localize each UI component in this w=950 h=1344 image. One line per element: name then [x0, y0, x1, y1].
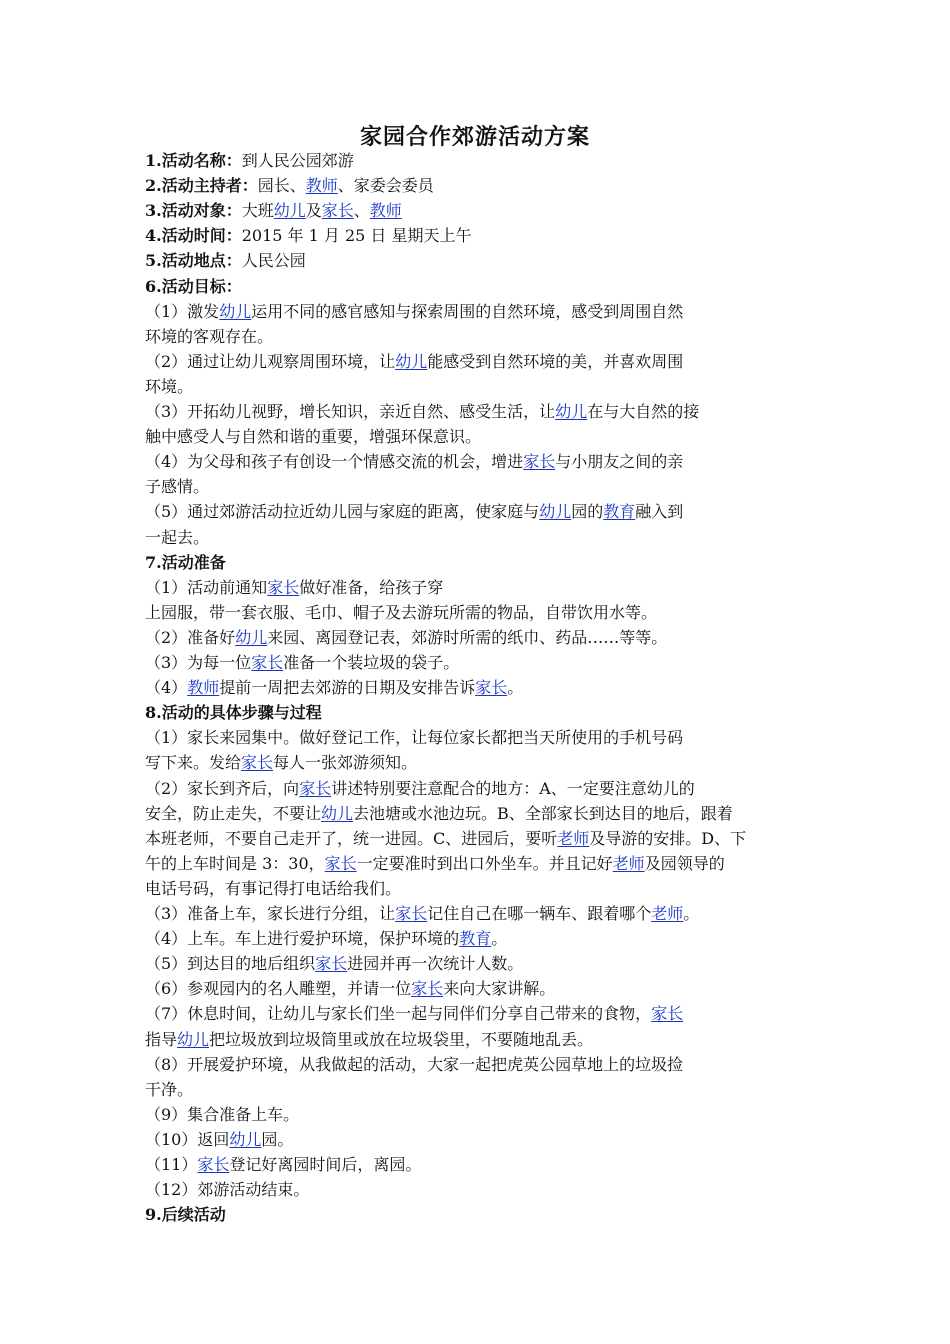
- text-line: [145, 274, 810, 299]
- text-run: 记住自己在哪一辆车、跟着哪个: [427, 904, 652, 923]
- keyword-link[interactable]: 幼儿: [235, 627, 268, 647]
- text-line: [145, 1127, 810, 1152]
- text-line: [145, 1202, 810, 1227]
- text-line: [145, 324, 810, 349]
- text-run: 登记好离园时间后，离园。: [229, 1155, 422, 1174]
- keyword-link[interactable]: 幼儿: [177, 1029, 210, 1049]
- text-line: [145, 700, 810, 725]
- text-line: [145, 575, 810, 600]
- text-line: [145, 424, 810, 449]
- text-line: [145, 550, 810, 575]
- section-heading: 9.后续活动: [145, 1205, 226, 1225]
- text-line: [145, 951, 810, 976]
- text-run: 园。: [261, 1129, 294, 1149]
- text-line: [145, 625, 810, 650]
- text-run: 子感情。: [145, 477, 210, 497]
- section-heading: 7.活动准备: [145, 552, 226, 572]
- text-run: （2）准备好: [145, 627, 236, 647]
- keyword-link[interactable]: 家长: [267, 577, 300, 597]
- text-line: [145, 801, 810, 826]
- text-line: [145, 248, 810, 273]
- text-run: （3）准备上车，家长进行分组，让: [145, 904, 396, 923]
- text-run: 大班: [241, 201, 274, 221]
- text-run: （1）活动前通知: [145, 577, 268, 597]
- keyword-link[interactable]: 老师: [651, 904, 684, 923]
- keyword-link[interactable]: 幼儿: [555, 402, 588, 421]
- section-heading: 2.活动主持者：: [145, 176, 258, 196]
- text-run: （5）到达目的地后组织: [145, 954, 316, 974]
- keyword-link[interactable]: 家长: [324, 853, 357, 873]
- text-run: 触中感受人与自然和谐的重要，增强环保意识。: [145, 427, 482, 447]
- text-line: [145, 525, 810, 550]
- keyword-link[interactable]: 家长: [411, 979, 444, 999]
- keyword-link[interactable]: 家长: [315, 954, 348, 974]
- text-run: 进园并再一次统计人数。: [347, 954, 524, 974]
- text-line: [145, 1102, 810, 1127]
- text-line: [145, 1152, 810, 1177]
- text-run: 人民公园: [241, 251, 306, 271]
- text-run: 园的: [571, 502, 604, 522]
- text-line: [145, 1177, 810, 1202]
- text-run: 来园、离园登记表，郊游时所需的纸巾、药品……等等。: [267, 627, 668, 647]
- text-line: [145, 374, 810, 399]
- text-run: 及: [305, 201, 322, 221]
- text-run: 运用不同的感官感知与探索周围的自然环境，感受到周围自然: [251, 301, 684, 321]
- text-line: [145, 499, 810, 524]
- text-run: 一起去。: [145, 527, 210, 547]
- document-title: 家园合作郊游活动方案: [359, 124, 590, 150]
- text-run: 安全，防止走失，不要让: [145, 803, 322, 823]
- text-line: [145, 851, 810, 876]
- keyword-link[interactable]: 幼儿: [273, 201, 306, 221]
- text-line: [145, 901, 810, 926]
- text-run: 去池塘或水池边玩。B、全部家长到达目的地后，跟着: [353, 803, 733, 823]
- keyword-link[interactable]: 家长: [321, 201, 354, 221]
- text-run: 午的上车时间是 3：30，: [145, 853, 325, 873]
- text-line: [145, 650, 810, 675]
- text-run: 每人一张郊游须知。: [273, 753, 418, 773]
- text-line: [145, 1077, 810, 1102]
- text-line: [145, 148, 810, 173]
- text-run: （1）激发: [145, 301, 220, 321]
- text-run: 及园领导的: [644, 853, 725, 873]
- text-line: [145, 1052, 810, 1077]
- text-line: [145, 876, 810, 901]
- text-line: [145, 600, 810, 625]
- text-run: 本班老师，不要自己走开了，统一进园。C、进园后，要听: [145, 828, 558, 848]
- keyword-link[interactable]: 幼儿: [395, 351, 428, 371]
- keyword-link[interactable]: 家长: [651, 1004, 684, 1024]
- text-run: 。: [507, 678, 524, 698]
- text-run: 及导游的安排。D、下: [589, 828, 747, 848]
- keyword-link[interactable]: 老师: [557, 828, 590, 848]
- text-line: [145, 1027, 810, 1052]
- text-run: （5）通过郊游活动拉近幼儿园与家庭的距离，使家庭与: [145, 502, 540, 522]
- text-run: 到人民公园郊游: [241, 151, 354, 170]
- keyword-link[interactable]: 教师: [305, 176, 338, 196]
- keyword-link[interactable]: 幼儿: [229, 1129, 262, 1149]
- text-line: [145, 750, 810, 775]
- text-line: [145, 299, 810, 324]
- keyword-link[interactable]: 家长: [475, 678, 508, 698]
- text-line: [145, 349, 810, 374]
- text-run: 在与大自然的接: [587, 402, 700, 421]
- text-run: （3）为每一位: [145, 653, 252, 672]
- text-line: [145, 926, 810, 951]
- text-run: 提前一周把去郊游的日期及安排告诉: [219, 678, 476, 698]
- text-line: [145, 675, 810, 700]
- text-line: [145, 223, 810, 248]
- text-run: 融入到: [635, 502, 684, 522]
- keyword-link[interactable]: 教育: [603, 502, 636, 522]
- text-run: 环境。: [145, 376, 194, 396]
- keyword-link[interactable]: 幼儿: [321, 803, 354, 823]
- text-line: [145, 776, 810, 801]
- text-run: 一定要准时到出口外坐车。并且记好: [356, 853, 613, 873]
- section-heading: 3.活动对象：: [145, 201, 242, 221]
- keyword-link[interactable]: 幼儿: [539, 502, 572, 522]
- text-run: 、: [353, 201, 370, 221]
- text-run: 与小朋友之间的亲: [555, 452, 684, 472]
- text-run: （4）为父母和孩子有创设一个情感交流的机会，增进: [145, 452, 524, 472]
- keyword-link[interactable]: 幼儿: [219, 301, 252, 321]
- keyword-link[interactable]: 家长: [197, 1155, 230, 1174]
- text-run: 环境的客观存在。: [145, 326, 274, 346]
- text-run: （12）郊游活动结束。: [145, 1180, 310, 1200]
- text-run: （1）家长来园集中。做好登记工作，让每位家长都把当天所使用的手机号码: [145, 728, 684, 748]
- text-run: （2）家长到齐后，向: [145, 778, 300, 798]
- text-run: 、家委会委员: [337, 176, 434, 196]
- text-line: [145, 1001, 810, 1026]
- text-run: （6）参观园内的名人雕塑，并请一位: [145, 979, 412, 999]
- text-run: 2015 年 1 月 25 日 星期天上午: [241, 226, 472, 246]
- text-line: [145, 725, 810, 750]
- text-run: 。: [683, 904, 700, 923]
- text-run: （7）休息时间，让幼儿与家长们坐一起与同伴们分享自己带来的食物，: [145, 1004, 652, 1024]
- keyword-link[interactable]: 教师: [369, 201, 402, 221]
- text-run: 电话号码，有事记得打电话给我们。: [145, 878, 402, 898]
- text-run: 做好准备，给孩子穿: [299, 577, 444, 597]
- keyword-link[interactable]: 家长: [523, 452, 556, 472]
- text-run: 讲述特别要注意配合的地方：A、一定要注意幼儿的: [331, 778, 695, 798]
- text-line: [145, 173, 810, 198]
- keyword-link[interactable]: 教育: [459, 929, 492, 949]
- keyword-link[interactable]: 家长: [241, 753, 274, 773]
- text-run: 干净。: [145, 1079, 194, 1099]
- text-run: （4）: [145, 678, 188, 698]
- text-run: （2）通过让幼儿观察周围环境，让: [145, 351, 396, 371]
- section-heading: 8.活动的具体步骤与过程: [145, 703, 322, 723]
- text-run: （8）开展爱护环境，从我做起的活动，大家一起把虎英公园草地上的垃圾捡: [145, 1054, 684, 1074]
- keyword-link[interactable]: 家长: [251, 653, 284, 672]
- keyword-link[interactable]: 老师: [612, 853, 645, 873]
- section-heading: 4.活动时间：: [145, 226, 242, 246]
- text-run: 上园服，带一套衣服、毛巾、帽子及去游玩所需的物品，自带饮用水等。: [145, 602, 658, 622]
- keyword-link[interactable]: 教师: [187, 678, 220, 698]
- keyword-link[interactable]: 家长: [395, 904, 428, 923]
- section-heading: 5.活动地点：: [145, 251, 242, 271]
- text-run: 准备一个装垃圾的袋子。: [283, 653, 460, 672]
- text-run: 。: [491, 929, 508, 949]
- text-run: 来向大家讲解。: [443, 979, 556, 999]
- section-heading: 6.活动目标：: [145, 276, 242, 296]
- text-run: （9）集合准备上车。: [145, 1104, 300, 1124]
- text-run: （10）返回: [145, 1129, 230, 1149]
- text-line: [145, 449, 810, 474]
- text-line: [145, 826, 810, 851]
- section-heading: 1.活动名称：: [145, 151, 242, 170]
- text-run: 把垃圾放到垃圾筒里或放在垃圾袋里，不要随地乱丢。: [209, 1029, 594, 1049]
- keyword-link[interactable]: 家长: [299, 778, 332, 798]
- text-run: 园长、: [257, 176, 306, 196]
- text-line: [145, 474, 810, 499]
- text-run: （3）开拓幼儿视野，增长知识，亲近自然、感受生活，让: [145, 402, 556, 421]
- text-run: （4）上车。车上进行爱护环境，保护环境的: [145, 929, 460, 949]
- text-line: [145, 976, 810, 1001]
- text-run: 写下来。发给: [145, 753, 242, 773]
- text-line: [145, 399, 810, 424]
- text-run: （11）: [145, 1155, 198, 1174]
- text-line: [145, 198, 810, 223]
- text-run: 能感受到自然环境的美，并喜欢周围: [427, 351, 684, 371]
- text-run: 指导: [145, 1029, 178, 1049]
